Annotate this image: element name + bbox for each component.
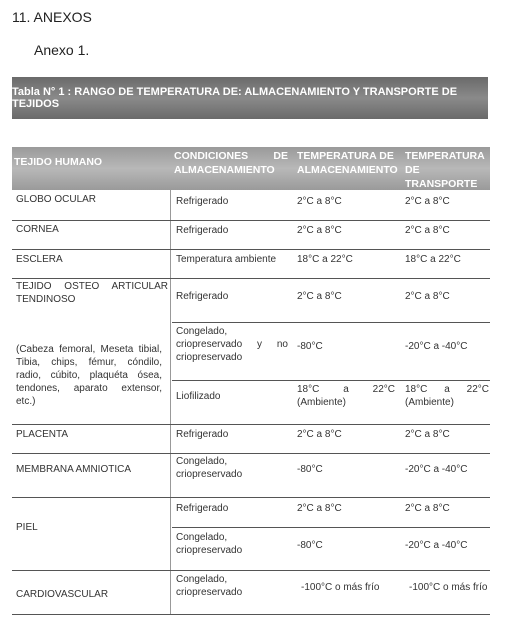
transport-temp-cell: 18°C a 22°C (405, 254, 461, 265)
transport-temp-cell: 2°C a 8°C (405, 291, 450, 302)
transport-temp-cell: -20°C a -40°C (405, 540, 468, 551)
transport-temp-cell: -20°C a -40°C (405, 341, 468, 352)
row-divider (172, 527, 490, 528)
row-divider (172, 322, 490, 323)
row-divider (12, 497, 490, 498)
header-tissue: TEJIDO HUMANO (14, 156, 103, 168)
transport-temp-cell: 18°C a 22°C (Ambiente) (405, 384, 489, 408)
tissue-cell: CARDIOVASCULAR (16, 589, 109, 600)
condition-cell: Refrigerado (176, 291, 229, 302)
row-divider (12, 570, 490, 571)
condition-cell: Refrigerado (176, 429, 229, 440)
storage-temp-cell: -80°C (297, 540, 323, 551)
storage-temp-cell: 18°C a 22°C (Ambiente) (297, 384, 395, 408)
transport-temp-cell: 2°C a 8°C (405, 503, 450, 514)
row-divider (172, 380, 490, 381)
tissue-cell: TEJIDO OSTEO ARTICULAR TENDINOSO (16, 281, 168, 305)
storage-temp-cell: 2°C a 8°C (297, 291, 342, 302)
transport-temp-cell: 2°C a 8°C (405, 196, 450, 207)
row-divider (12, 249, 490, 250)
storage-temp-cell: 2°C a 8°C (297, 225, 342, 236)
tissue-cell: CORNEA (16, 224, 59, 235)
tissue-cell: GLOBO OCULAR (16, 194, 97, 205)
row-divider (12, 453, 490, 454)
tissue-cell: PIEL (16, 522, 38, 533)
condition-cell: Refrigerado (176, 503, 229, 514)
transport-temp-cell: 2°C a 8°C (405, 429, 450, 440)
storage-temp-cell: 2°C a 8°C (297, 429, 342, 440)
condition-cell: Liofilizado (176, 391, 221, 402)
tissue-cell: PLACENTA (16, 429, 69, 440)
condition-cell: Refrigerado (176, 225, 229, 236)
transport-temp-cell: -100°C o más frío (409, 582, 488, 593)
condition-cell: Congelado, criopreservado (176, 574, 243, 598)
transport-temp-cell: 2°C a 8°C (405, 225, 450, 236)
storage-temp-cell: 2°C a 8°C (297, 196, 342, 207)
condition-cell: Congelado, criopreservado (176, 456, 243, 480)
storage-temp-cell: -80°C (297, 464, 323, 475)
condition-cell: Congelado, criopreservado y no criopreservado (176, 326, 288, 363)
storage-temp-cell: 18°C a 22°C (297, 254, 353, 265)
storage-temp-cell: 2°C a 8°C (297, 503, 342, 514)
header-transport-temp: TEMPERATURA DE TRANSPORTE (405, 150, 485, 190)
condition-cell: Refrigerado (176, 196, 229, 207)
column-divider (170, 190, 171, 615)
tissue-detail-cell: (Cabeza femoral, Meseta tibial, Tibia, chips, fémur, cóndilo, radio, cúbito, plaquéta ósea, tendones, aparato extensor, etc.) (16, 344, 162, 407)
transport-temp-cell: -20°C a -40°C (405, 464, 468, 475)
storage-temp-cell: -80°C (297, 341, 323, 352)
row-divider (12, 278, 490, 279)
table-title: Tabla N° 1 : RANGO DE TEMPERATURA DE: ALMACENAMIENTO Y TRANSPORTE DE TEJIDOS (12, 86, 458, 110)
section-title: 11. ANEXOS (12, 9, 92, 25)
table-title-banner (12, 77, 488, 119)
header-storage-temp: TEMPERATURA DE ALMACENAMIENTO (297, 150, 398, 176)
tissue-cell: MEMBRANA AMNIOTICA (16, 464, 132, 475)
storage-temp-cell: -100°C o más frío (301, 582, 380, 593)
condition-cell: Temperatura ambiente (176, 254, 277, 265)
row-divider (12, 220, 490, 221)
header-conditions: CONDICIONES DE ALMACENAMIENTO (174, 150, 288, 176)
condition-cell: Congelado, criopreservado (176, 532, 243, 556)
table-header (12, 147, 490, 190)
annex-title: Anexo 1. (34, 42, 90, 58)
tissue-cell: ESCLERA (16, 254, 63, 265)
row-divider (12, 424, 490, 425)
row-divider (12, 614, 490, 615)
